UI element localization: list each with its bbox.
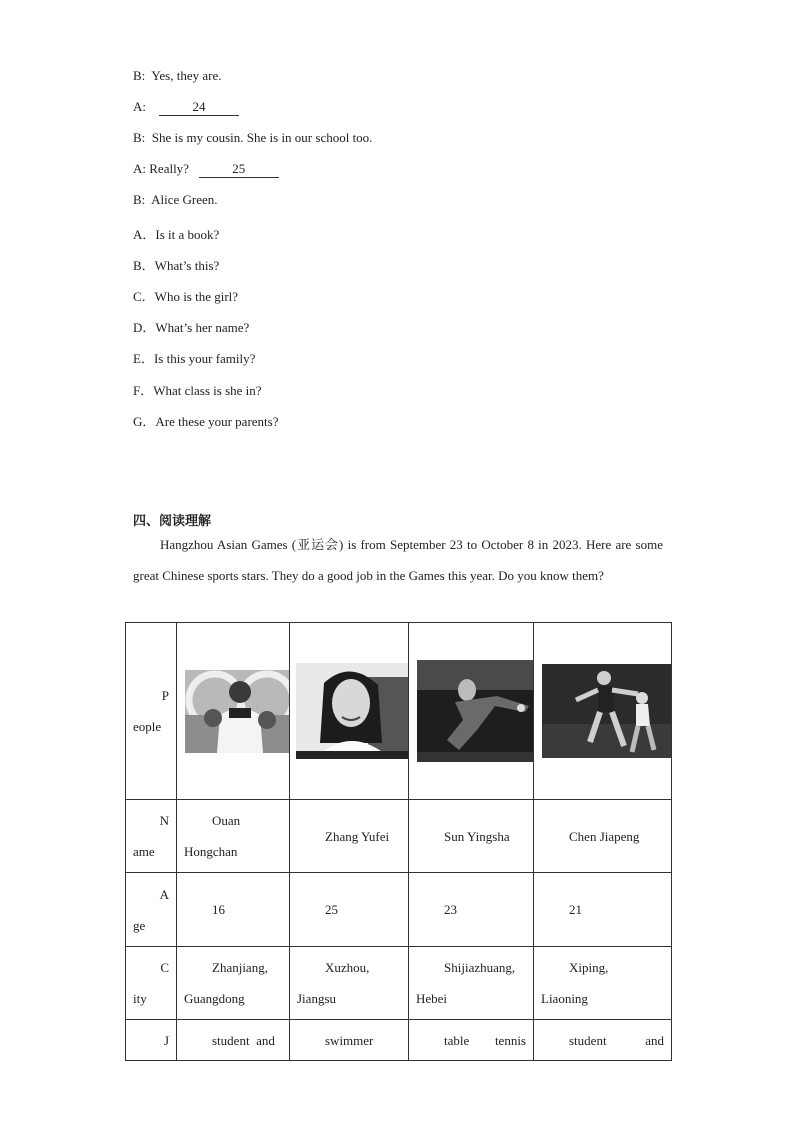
header-rest: ity [133,991,147,1006]
athlete-city: Xuzhou, [325,960,370,975]
people-header [126,623,177,800]
name-cell [177,800,290,873]
athlete-name: Ouan [212,813,241,828]
speaker: A: [133,99,146,114]
option-letter: D． [133,320,156,335]
name-header [126,800,177,873]
header-first: J [163,1032,169,1048]
athlete-job: student [212,1032,250,1048]
reading-intro [133,529,663,591]
athlete-name: Chen Jiapeng [569,828,640,844]
athlete-age: 23 [444,902,457,917]
option-letter: G． [133,414,156,429]
job-row [126,1020,672,1061]
option-c[interactable] [133,286,238,305]
header-rest: ge [133,917,146,933]
name-cell [409,800,534,873]
athlete-job: and [256,1032,275,1048]
option-text: What class is she in? [153,383,262,398]
athlete-province: Hebei [416,991,448,1006]
photo-cell [290,623,409,800]
blank-number: 24 [192,99,206,114]
option-letter: B． [133,258,155,273]
header-rest: eople [133,719,162,734]
job-cell [290,1020,409,1061]
diver-podium-photo [185,670,289,753]
blank-number: 25 [232,161,246,176]
dialogue-line-2 [133,99,239,116]
photo-cell [177,623,290,800]
option-e[interactable] [133,348,255,367]
athlete-age: 16 [212,902,225,917]
dialogue-line-4 [133,161,279,178]
option-text: Is it a book? [155,227,220,242]
header-first: C [160,960,169,975]
dialogue-text: Yes, they are. [151,68,222,83]
city-cell [409,947,534,1020]
athlete-city: Xiping, [569,960,609,975]
athlete-name: Sun Yingsha [444,828,510,844]
athlete-name: Zhang Yufei [325,828,390,844]
athlete-city: Zhanjiang, [212,960,268,975]
speaker: B: [133,68,146,83]
athlete-age: 25 [325,902,338,917]
answer-blank-24[interactable] [159,99,239,116]
city-header [126,947,177,1020]
sprinters-race-photo [542,664,671,758]
header-rest: ame [133,844,155,859]
name-cell [290,800,409,873]
option-text: Who is the girl? [154,289,239,304]
option-letter: F． [133,383,154,398]
dialogue-line-5 [133,192,218,208]
section-title: 四、阅读理解 [133,513,212,528]
dialogue-text: Alice Green. [151,192,218,207]
speaker: B: [133,192,146,207]
athlete-age: 21 [569,902,582,917]
city-cell [534,947,672,1020]
dialogue-line-3 [133,130,372,146]
age-cell [177,873,290,947]
people-row [126,623,672,800]
speaker: B: [133,130,146,145]
athlete-province: Jiangsu [297,991,336,1006]
option-letter: E． [133,351,154,366]
option-b[interactable] [133,255,219,274]
age-header [126,873,177,947]
intro-text: Hangzhou Asian Games (亚运会) is from September 23 to October 8 in 2023. Here are some great Chinese sports stars. They do a good job in the Games this year. Do you know them? [133,537,663,583]
city-cell [290,947,409,1020]
name-row [126,800,672,873]
dialogue-line-1 [133,68,222,84]
athlete-job: tennis [494,1032,526,1048]
age-cell [290,873,409,947]
option-letter: C． [133,289,155,304]
athlete-name: Hongchan [184,844,238,859]
option-g[interactable] [133,411,278,430]
option-a[interactable] [133,224,219,243]
option-text: Are these your parents? [155,414,279,429]
job-cell [534,1020,672,1061]
job-header [126,1020,177,1061]
dialogue-text: Really? [149,161,189,176]
city-cell [177,947,290,1020]
name-cell [534,800,672,873]
athlete-city: Shijiazhuang, [444,960,516,975]
athlete-job: student [569,1032,607,1048]
header-first: A [159,886,169,902]
dialogue-text: She is my cousin. She is in our school too. [151,130,373,145]
athlete-province: Guangdong [184,991,245,1006]
option-f[interactable] [133,380,262,399]
athlete-job: swimmer [325,1032,374,1048]
speaker: A: [133,161,146,176]
option-text: What’s this? [154,258,220,273]
athletes-table [125,622,672,1061]
photo-cell [534,623,672,800]
age-cell [534,873,672,947]
age-cell [409,873,534,947]
athlete-job: and [645,1032,664,1048]
option-text: Is this your family? [153,351,256,366]
header-first: N [159,813,169,828]
header-first: P [161,688,169,703]
job-cell [409,1020,534,1061]
option-d[interactable] [133,317,249,336]
photo-cell [409,623,534,800]
swimmer-portrait-photo [296,663,408,759]
athlete-job: table [444,1032,470,1048]
option-text: What’s her name? [155,320,250,335]
table-tennis-action-photo [417,660,533,762]
age-row [126,873,672,947]
job-cell [177,1020,290,1061]
athlete-province: Liaoning [541,991,588,1006]
answer-blank-25[interactable] [199,161,279,178]
city-row [126,947,672,1020]
option-letter: A． [133,227,156,242]
